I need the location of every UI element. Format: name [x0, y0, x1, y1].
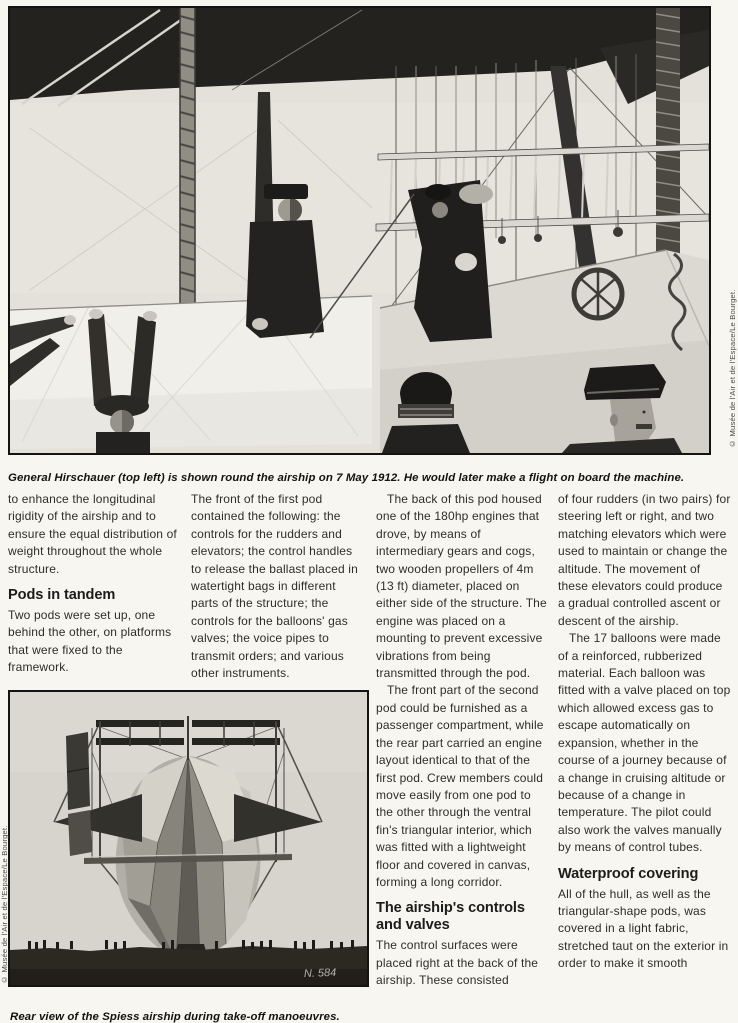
- body-paragraph: All of the hull, as well as the triangular-shape pods, was covered in a light fabric, stretched taut on the exterior in order to make it smooth: [558, 886, 729, 971]
- text-column-3: [376, 491, 550, 990]
- body-paragraph: The front part of the second pod could be furnished as a passenger compartment, while the rear part carried an engine layout identical to that of the first pod. Crew members could move easily from one pod to the other through the ventral fin's triangular interior, which was fitted with a lightweight floor and covered in canvas, forming a long corridor.: [376, 683, 544, 889]
- heading-pods-in-tandem: Pods in tandem: [8, 587, 116, 604]
- top-photo-illustration: [10, 8, 709, 453]
- body-paragraph: of four rudders (in two pairs) for steering left or right, and two matching elevators which were used to maintain or change the altitude. The movement of these elevators could produce a gradual controlled ascent or descent of the airship.: [558, 492, 731, 628]
- rudder-panels: [66, 732, 92, 856]
- top-photo: [8, 6, 711, 455]
- heading-waterproof-covering: Waterproof covering: [558, 865, 699, 882]
- top-photo-caption: General Hirschauer (top left) is shown round the airship on 7 May 1912. He would later make a flight on board the machine.: [8, 472, 685, 485]
- bottom-photo-caption: Rear view of the Spiess airship during take-off manoeuvres.: [10, 1011, 340, 1023]
- photo-credit-left: © Musée de l'Air et de l'Espace/Le Bourget.: [0, 825, 9, 984]
- photo-credit-right: © Musée de l'Air et de l'Espace/Le Bourget.: [728, 289, 737, 448]
- lattice-strut: [180, 8, 195, 320]
- bottom-photo-illustration: [10, 692, 367, 985]
- body-paragraph: The back of this pod housed one of the 180hp engines that drove, by means of intermediary gears and cogs, two wooden propellers of 4m (13 ft) diameter, placed on either side of the structure. The engine was placed on a mounting to prevent excessive vibrations from being transmitted through the pod.: [376, 492, 547, 681]
- body-paragraph: The 17 balloons were made of a reinforced, rubberized material. Each balloon was fitted with a valve placed on top which allowed excess gas to escape automatically on expansion, whether in the course of a journey because of a change in cruising altitude or because of a change in temperature. The pilot could also work the valves manually by means of control tubes.: [558, 631, 731, 855]
- body-paragraph: The control surfaces were placed right at the back of the airship. These consisted: [376, 938, 539, 988]
- body-paragraph: The front of the first pod contained the following: the controls for the rudders and elevators; the control handles to release the ballast placed in watertight bags in different parts of the structure; the controls for the balloons' gas valves; the voice pipes to transmit orders; and various other instruments.: [191, 492, 358, 681]
- text-column-2: [191, 491, 363, 682]
- heading-airship-controls-and-valves: The airship's controls and valves: [376, 900, 525, 934]
- body-paragraph: to enhance the longitudinal rigidity of the airship and to ensure the equal distribution of weight throughout the whole structure.: [8, 492, 177, 576]
- body-paragraph: Two pods were set up, one behind the other, on platforms that were fixed to the framework.: [8, 608, 172, 675]
- text-column-4: [558, 491, 732, 973]
- text-column-1: [8, 491, 178, 677]
- bottom-photo: [8, 690, 369, 987]
- handwritten-mark: N. 584: [303, 966, 337, 980]
